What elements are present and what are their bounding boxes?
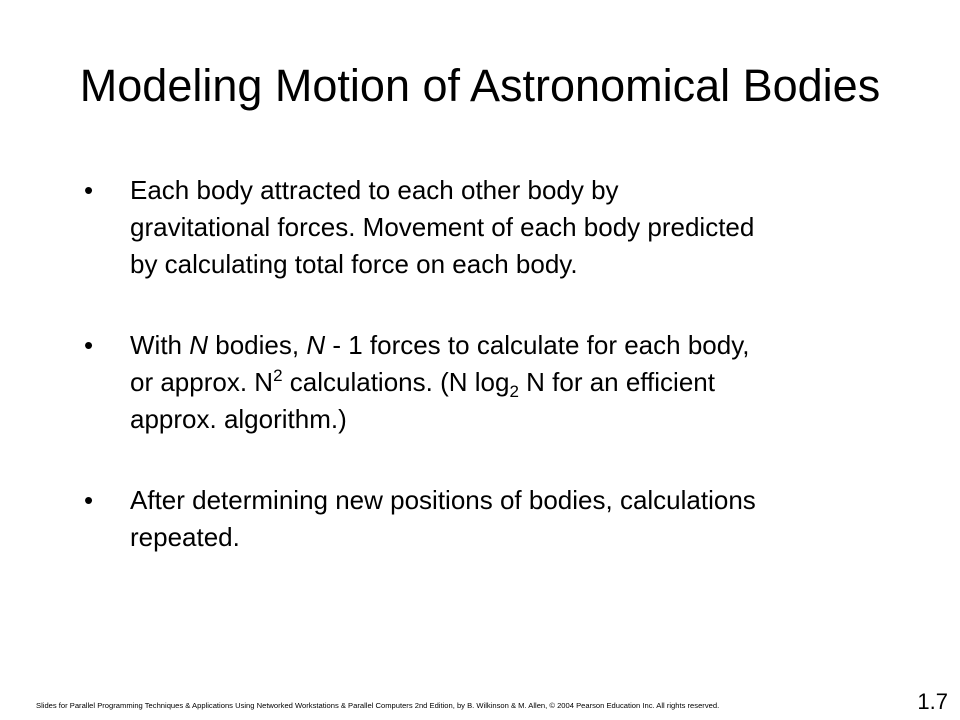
bullet-text [130,172,910,283]
italic-n: N [189,330,209,360]
bullet-line: approx. algorithm.) [130,404,347,434]
bullet-item [0,327,960,438]
subscript: 2 [509,382,519,401]
bullet-line: by calculating total force on each body. [130,249,578,279]
bullet-line [130,327,910,364]
italic-n: N [306,330,326,360]
slide-number: 1.7 [917,689,948,714]
bullet-line: After determining new positions of bodies, calculations [130,485,756,515]
bullet-text [130,327,910,438]
bullet-line: repeated. [130,522,240,552]
slide-footer: Slides for Parallel Programming Techniques & Applications Using Networked Workstations & Parallel Computers 2nd Edition, by B. Wilkinson & M. Allen, © 2004 Pearson Education Inc. All rights reserved. [36,701,720,710]
bullet-line: Each body attracted to each other body by [130,175,619,205]
bullet-text [130,482,910,556]
text-run: bodies, [208,330,307,360]
bullet-item [0,482,960,556]
bullet-list [0,172,960,556]
bullet-line: gravitational forces. Movement of each body predicted [130,212,755,242]
text-run: With [130,330,190,360]
bullet-item [0,172,960,283]
bullet-marker: • [84,175,94,205]
text-run: or approx. N [130,367,274,397]
bullet-marker: • [84,485,94,515]
text-run: N for an efficient [518,367,715,397]
text-run: calculations. (N log [282,367,510,397]
text-run: - 1 forces to calculate for each body, [325,330,750,360]
bullet-marker: • [84,330,94,360]
superscript: 2 [273,366,283,385]
slide-title: Modeling Motion of Astronomical Bodies [79,60,881,111]
bullet-line [130,364,910,401]
